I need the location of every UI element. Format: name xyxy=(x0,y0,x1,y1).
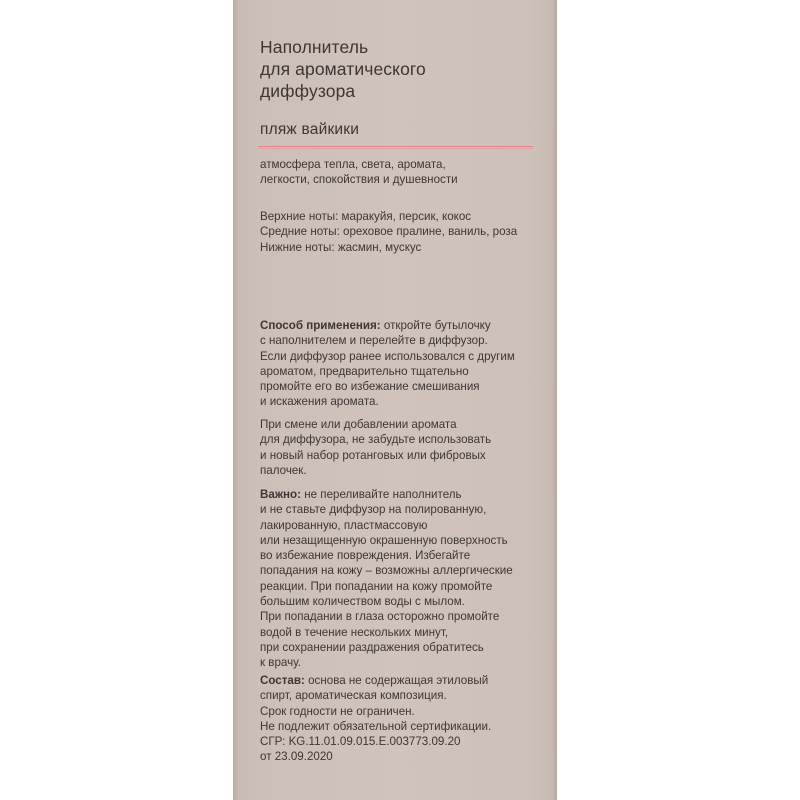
warning-line: при сохранении раздражения обратитесь xyxy=(260,640,484,654)
warning-line: во избежание повреждения. Избегайте xyxy=(260,549,471,563)
composition-first-line xyxy=(260,673,491,688)
composition-first-text: основа не содержащая этиловый xyxy=(304,674,489,687)
usage-line: ароматом, предварительно тщательно xyxy=(260,364,469,378)
warning-line: к врачу. xyxy=(260,656,301,670)
accent-divider-secondary xyxy=(258,148,533,149)
change-line: для диффузора, не забудьте использовать xyxy=(260,433,492,447)
warning-section xyxy=(260,487,513,671)
usage-first-text: откройте бутылочку xyxy=(380,319,491,332)
composition-line: СГР: KG.11.01.09.015.Е.003773.09.20 xyxy=(260,735,461,749)
fragrance-notes xyxy=(260,209,517,255)
usage-label: Способ применения: xyxy=(260,319,381,332)
usage-line: промойте его во избежание смешивания xyxy=(260,380,480,394)
warning-line: лакированную, пластмассовую xyxy=(260,518,428,532)
warning-line: и не ставьте диффузор на полированную, xyxy=(260,503,487,517)
title-line: Наполнитель xyxy=(260,37,369,57)
composition-section xyxy=(260,673,491,765)
composition-label: Состав: xyxy=(260,674,305,687)
middle-notes: Средние ноты: ореховое пралине, ваниль, роза xyxy=(260,225,518,239)
composition-line: Не подлежит обязательной сертификации. xyxy=(260,719,492,733)
tagline xyxy=(260,157,458,188)
change-instructions xyxy=(260,417,491,478)
usage-line: и искажения аромата. xyxy=(260,395,379,409)
usage-line: с наполнителем и перелейте в диффузор. xyxy=(260,334,488,348)
box-right-edge xyxy=(551,0,557,800)
change-line: и новый набор ротанговых или фибровых xyxy=(260,448,486,462)
product-title xyxy=(260,36,550,102)
warning-line: попадания на кожу – возможны аллергические xyxy=(260,564,513,578)
warning-line: или незащищенную окрашенную поверхность xyxy=(260,533,508,547)
top-notes: Верхние ноты: маракуйя, персик, кокос xyxy=(260,210,472,223)
change-line: палочек. xyxy=(260,463,307,477)
accent-divider xyxy=(258,146,533,147)
base-notes: Нижние ноты: жасмин, мускус xyxy=(260,240,422,254)
usage-first-line xyxy=(260,318,515,333)
change-line: При смене или добавлении аромата xyxy=(260,418,457,431)
warning-first-text: не переливайте наполнитель xyxy=(301,488,462,501)
warning-line: реакции. При попадании на кожу промойте xyxy=(260,579,493,593)
fragrance-name: пляж вайкики xyxy=(260,121,360,138)
tagline-line: атмосфера тепла, света, аромата, xyxy=(260,158,446,171)
composition-line: спирт, ароматическая композиция. xyxy=(260,689,447,703)
composition-line: от 23.09.2020 xyxy=(260,750,333,764)
title-line: диффузора xyxy=(260,81,356,101)
usage-line: Если диффузор ранее использовался с другим xyxy=(260,349,515,363)
title-line: для ароматического xyxy=(260,59,426,79)
composition-line: Срок годности не ограничен. xyxy=(260,704,415,718)
warning-line: При попадании в глаза осторожно промойте xyxy=(260,610,500,624)
usage-instructions xyxy=(260,318,515,410)
warning-first-line xyxy=(260,487,513,502)
warning-line: водой в течение нескольких минут, xyxy=(260,625,449,639)
warning-label: Важно: xyxy=(260,488,301,501)
warning-line: большим количеством воды с мылом. xyxy=(260,595,465,609)
tagline-line: легкости, спокойствия и душевности xyxy=(260,173,458,187)
box-left-edge xyxy=(233,0,239,800)
